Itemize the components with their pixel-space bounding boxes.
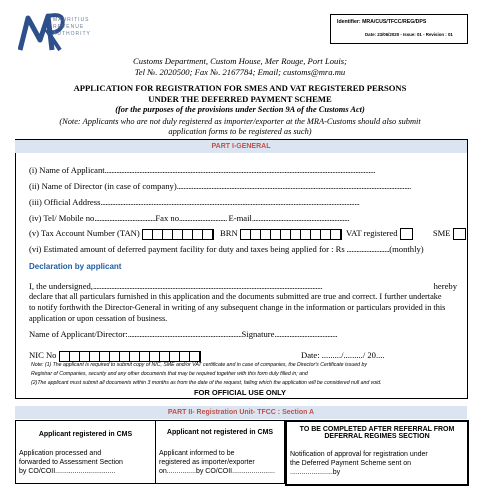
tan-input[interactable] (142, 229, 214, 240)
col-not-registered-in-cms (155, 420, 285, 484)
decl-l4: application or upon cessation of business. (29, 314, 168, 324)
decl-l3: to notify forthwith the Director-General in writing of any subsequent change in the information or particulars provided in this (29, 303, 446, 313)
note-line-3: (2)The applicant must submit all documents within 3 months as from the date of the request, failing which the application will be considered null and void. (31, 380, 382, 386)
form-title-line-2: UNDER THE DEFERRED PAYMENT SCHEME (148, 94, 332, 104)
form-note-line-1: (Note: Applicants who are not duly registered as importer/exporter at the MRA-Customs should also submit (59, 117, 421, 126)
col3-heading-2: DEFERRAL REGIMES SECTION (324, 433, 430, 440)
logo-text-line: MAURITIUS (53, 17, 90, 23)
col1-text (19, 449, 123, 476)
col-registered-in-cms (15, 420, 156, 484)
declaration-line-1[interactable]: I, the undersigned,........................................................................................................................................... hereby (29, 281, 457, 291)
brn-label: BRN (220, 228, 238, 238)
vat-registered-checkbox[interactable] (400, 228, 413, 240)
nic-input[interactable] (59, 351, 201, 362)
declaration-text (29, 291, 459, 325)
field-tan-brn-vat (29, 228, 466, 240)
form-title-line-3 (0, 105, 480, 114)
title-line3-em: Customs Act (318, 105, 362, 114)
vat-registered-label: VAT registered (346, 228, 398, 238)
official-use-heading: FOR OFFICIAL USE ONLY (193, 388, 287, 397)
field-label: (ii) Name of Director (in case of company) (29, 181, 177, 191)
amount-label: (vi) Estimated amount of deferred payment facility for duty and taxes being applied for : Rs (29, 244, 345, 254)
sme-label: SME (432, 228, 451, 238)
declaration-heading: Declaration by applicant (29, 262, 122, 271)
form-note-line-2: application forms to be registered as such) (168, 127, 312, 136)
part-1-title: PART I-GENERAL (211, 143, 271, 150)
field-tel-fax-email[interactable]: (iv) Tel/ Mobile no.....................................Fax no............................. E-mail........................................................... (29, 213, 350, 223)
col2-text (159, 449, 275, 476)
logo-text-line: AUTHORITY (53, 31, 91, 37)
col3-l2: the Deferred Payment Scheme sent on (290, 460, 412, 467)
tan-label: (v) Tax Account Number (TAN) (29, 228, 140, 238)
col3-l1: Notification of approval for registration under (290, 451, 428, 458)
field-deferred-amount[interactable]: (vi) Estimated amount of deferred payment facility for duty and taxes being applied for : Rs ..........................(monthly) (29, 244, 424, 254)
nic-label: NIC No (29, 350, 57, 360)
brn-input[interactable] (240, 229, 342, 240)
field-nic (29, 350, 201, 362)
part-2-title: PART II- Registration Unit- TFCC : Section A (167, 409, 315, 416)
col2-l1: Applicant informed to be (159, 450, 235, 457)
date-field[interactable]: Date: ........./........./ 20.... (301, 350, 385, 360)
col3-heading-1: TO BE COMPLETED AFTER REFERRAL FROM (299, 426, 455, 433)
part-1-header (15, 140, 467, 153)
decl-l1a: I, the undersigned, (29, 281, 93, 291)
identifier-box (330, 14, 468, 44)
field-label: (i) Name of Applicant (29, 165, 105, 175)
decl-l1b: hereby (433, 281, 457, 291)
part-2-header (15, 406, 467, 419)
sme-checkbox[interactable] (453, 228, 466, 240)
field-official-address[interactable]: (iii) Official Address............................................................................................................................................................. (29, 197, 360, 207)
address-line-2: Tel №. 2020500; Fax №. 2167784; Email; customs@mra.mu (134, 67, 346, 77)
signature-label: Signature (241, 329, 275, 339)
tel-label: (iv) Tel/ Mobile no (29, 213, 95, 223)
email-label: E-mail (228, 213, 252, 223)
col1-l3[interactable]: by CO/COII............................... (19, 468, 116, 475)
col2-heading: Applicant not registered in CMS (166, 429, 274, 436)
date-issue: Date: 23/06/2020 - Issue: 01 - Revision : 01 (365, 32, 453, 37)
monthly-label: (monthly) (389, 244, 424, 254)
decl-l2: declare that all particulars furnished in this application and the documents submitted are true and correct. I further undertake (29, 292, 442, 301)
col-after-referral (285, 420, 469, 486)
field-applicant-signature[interactable]: Name of Applicant/Director:.....................................................................Signature...................................... (29, 329, 338, 339)
applicant-director-label: Name of Applicant/Director: (29, 329, 128, 339)
col1-l1: Application processed and (19, 450, 102, 457)
title-line3-post: ) (362, 105, 365, 114)
note-line-2: Registrar of Companies, security and any other documents that may be required together with this form duly filled in; and (31, 371, 308, 377)
col2-l3[interactable]: on...............by CO/COII...................... (159, 468, 275, 475)
address-line-1: Customs Department, Custom House, Mer Rouge, Port Louis; (133, 56, 347, 66)
form-title-line-1: APPLICATION FOR REGISTRATION FOR SMES AND VAT REGISTERED PERSONS (73, 83, 407, 93)
field-name-of-applicant[interactable]: (i) Name of Applicant.................................................................................................................................................................... (29, 165, 375, 175)
logo-text-line: REVENUE (53, 24, 85, 30)
col3-text (290, 450, 428, 477)
field-label: (iii) Official Address (29, 197, 101, 207)
col1-heading: Applicant registered in CMS (38, 431, 133, 438)
title-line3-pre: (for the purposes of the provisions under Section 9A of the (115, 105, 319, 114)
col3-l3[interactable]: ......................by (290, 469, 341, 476)
logo-text (53, 17, 91, 38)
col1-l2: forwarded to Assessment Section (19, 459, 123, 466)
field-name-of-director[interactable]: (ii) Name of Director (in case of company).............................................................................................................................................. (29, 181, 411, 191)
identifier: Identifier: MRA/CUS/TFCC/REG/DPS (337, 19, 427, 25)
col2-l2: registered as importer/exporter (159, 459, 255, 466)
fax-label: Fax no (155, 213, 179, 223)
note-line-1: Note: (1) The applicant is required to submit copy of NIC, SME and/or VAT certificate and in case of companies, the Director's Certificate issued by (31, 362, 367, 368)
